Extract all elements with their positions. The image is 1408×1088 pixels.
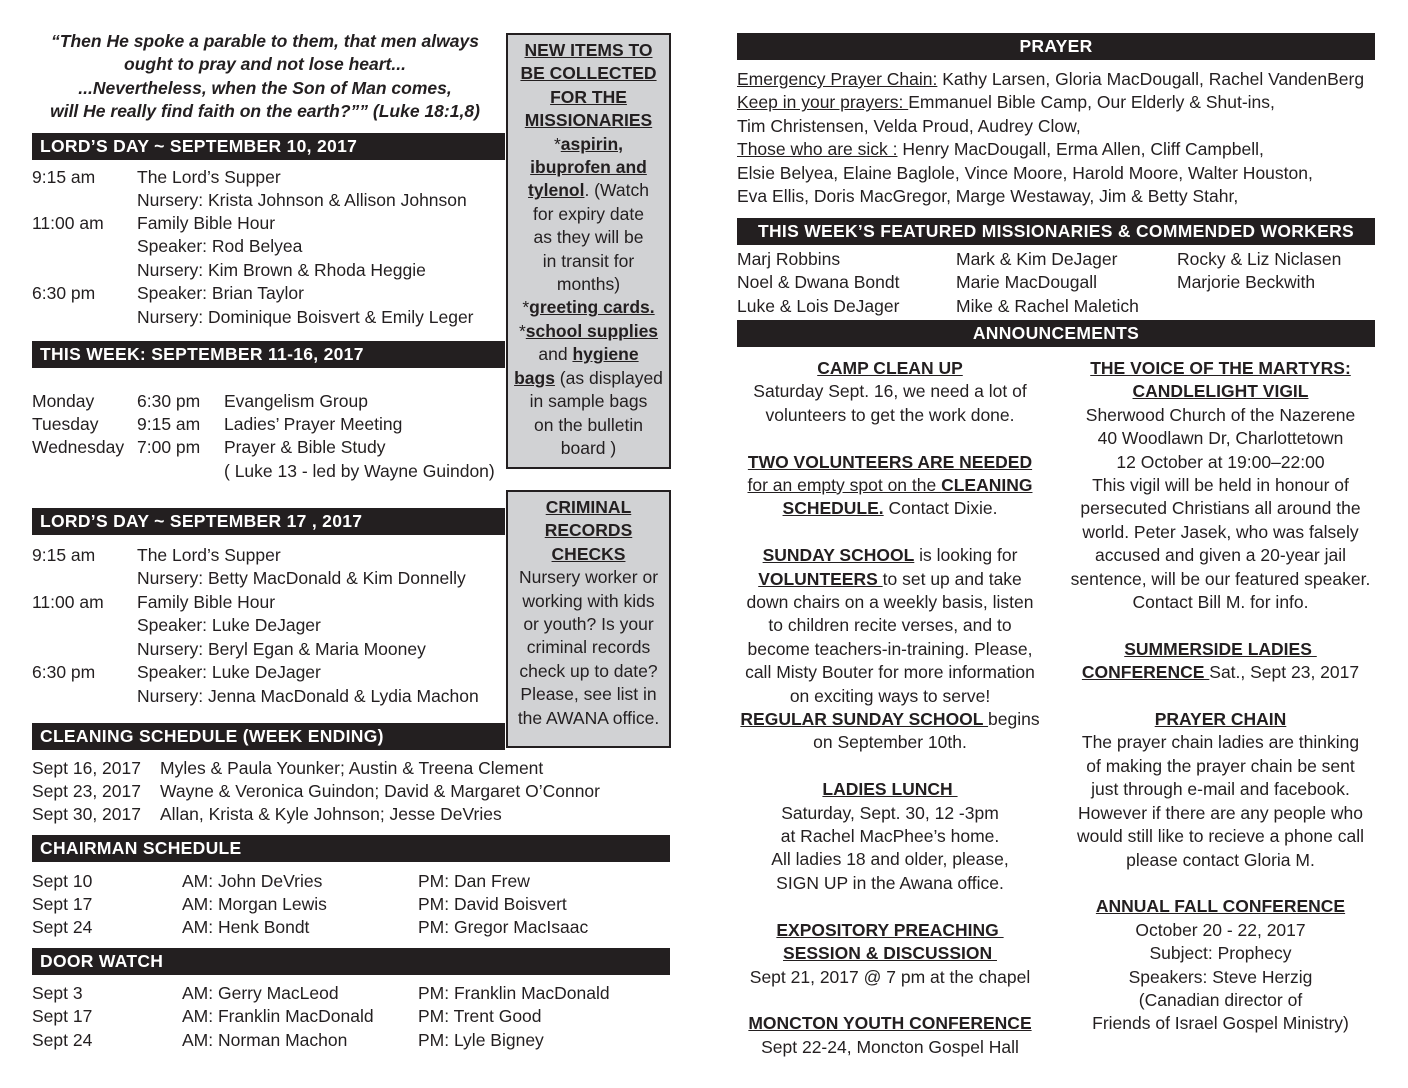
new-items-title: BE COLLECTED	[520, 63, 657, 84]
keep-names: Emmanuel Bible Camp, Our Elderly & Shut-ins,	[908, 92, 1275, 113]
sunday-school-title: SUNDAY SCHOOL	[762, 545, 915, 566]
summerside-title: CONFERENCE	[1081, 662, 1210, 683]
summerside-title: SUMMERSIDE LADIES	[1124, 638, 1317, 659]
vom-body: accused and given a 20-year jail	[1095, 545, 1346, 566]
missionary-name: Noel & Dwana Bondt	[737, 272, 900, 293]
vom-body: Contact Bill M. for info.	[1132, 592, 1309, 613]
expository-title: EXPOSITORY PREACHING	[776, 919, 1004, 940]
ladies-lunch-body: All ladies 18 and older, please,	[771, 849, 1009, 870]
sunday-school-text: VOLUNTEERS	[758, 568, 883, 589]
sunday-school-body: down chairs on a weekly basis, listen	[746, 592, 1034, 613]
sunday-school-body: become teachers-in-training. Please,	[747, 638, 1033, 659]
expository-body: Sept 21, 2017 @ 7 pm at the chapel	[749, 966, 1031, 987]
keep-label: Keep in your prayers:	[737, 92, 909, 113]
moncton-body: Sept 22-24, Moncton Gospel Hall	[761, 1036, 1019, 1057]
item-ibuprofen: ibuprofen and	[530, 157, 647, 178]
sick-names: Henry MacDougall, Erma Allen, Cliff Campbell,	[897, 139, 1264, 160]
ladies-lunch	[737, 778, 1043, 895]
bullet-star: *	[522, 297, 530, 318]
new-items-title: FOR THE	[550, 86, 627, 107]
sunday-school	[737, 544, 1043, 708]
item-note: . (Watch	[584, 180, 649, 201]
item-note: (as displayed	[554, 367, 663, 388]
missionaries-header: THIS WEEK’S FEATURED MISSIONARIES & COMMENDED WORKERS	[737, 218, 1375, 245]
ladies-lunch-body: Saturday, Sept. 30, 12 -3pm	[781, 802, 999, 823]
regular-sunday-school	[737, 708, 1043, 755]
sunday-school-body: call Misty Bouter for more information	[745, 662, 1035, 683]
announcements-col-left	[737, 357, 1043, 1059]
prayer-chain-body: However if there are any people who	[1077, 802, 1364, 823]
vom-body: 12 October at 19:00–22:00	[1116, 451, 1325, 472]
vom-title: THE VOICE OF THE MARTYRS:	[1090, 358, 1351, 378]
criminal-body: criminal records	[526, 637, 651, 658]
new-items-title: NEW ITEMS TO	[524, 40, 653, 60]
volunteers-title: TWO VOLUNTEERS ARE NEEDED	[747, 451, 1033, 472]
fall-conference-body: October 20 - 22, 2017	[1135, 919, 1306, 940]
volunteers-text: SCHEDULE.	[782, 498, 884, 519]
missionary-name: Marjorie Beckwith	[1177, 272, 1316, 293]
missionary-name: Mark & Kim DeJager	[956, 249, 1118, 269]
criminal-title: CHECKS	[551, 543, 626, 564]
prayer-chain-body: just through e-mail and facebook.	[1091, 779, 1350, 800]
item-school-supplies: school supplies	[525, 320, 659, 341]
announcements-col-right	[1066, 357, 1375, 1036]
camp-cleanup	[737, 357, 1043, 427]
prayer-chain	[1066, 708, 1375, 872]
announcements-header: ANNOUNCEMENTS	[737, 320, 1375, 347]
door-watch-header: DOOR WATCH	[32, 948, 670, 975]
volunteers-text: CLEANING	[941, 475, 1033, 496]
sunday-school-text: to set up and take	[882, 568, 1022, 589]
criminal-title: RECORDS	[544, 520, 633, 541]
item-note: in transit for	[542, 250, 635, 271]
new-items-box	[506, 33, 671, 469]
keep-names: Tim Christensen, Velda Proud, Audrey Clow,	[737, 115, 1081, 136]
ladies-lunch-body: SIGN UP in the Awana office.	[776, 872, 1004, 893]
missionary-name: Marie MacDougall	[956, 272, 1098, 293]
voice-of-martyrs	[1066, 357, 1375, 614]
criminal-body: Nursery worker or	[518, 567, 659, 588]
item-hygiene: hygiene	[572, 344, 639, 365]
lords-day-2-header: LORD’S DAY ~ SEPTEMBER 17 , 2017	[32, 508, 505, 535]
fall-conference-title: ANNUAL FALL CONFERENCE	[1095, 896, 1346, 917]
moncton-title: MONCTON YOUTH CONFERENCE	[748, 1013, 1032, 1034]
missionaries-col-3	[1177, 248, 1341, 295]
item-tylenol: tylenol	[528, 180, 585, 201]
criminal-body: the AWANA office.	[517, 707, 660, 728]
volunteers-needed	[737, 451, 1043, 521]
missionary-name: Rocky & Liz Niclasen	[1177, 249, 1342, 269]
item-note: and	[538, 344, 573, 365]
fall-conference-body: Friends of Israel Gospel Ministry)	[1092, 1013, 1349, 1034]
fall-conference-body: (Canadian director of	[1138, 989, 1303, 1010]
criminal-body: working with kids	[522, 590, 655, 611]
prayer-chain-body: would still like to recieve a phone call	[1077, 826, 1364, 847]
chairman-header: CHAIRMAN SCHEDULE	[32, 835, 670, 862]
expository-title: SESSION & DISCUSSION	[783, 943, 997, 964]
annual-fall-conference	[1066, 895, 1375, 1035]
quote-line: will He really find faith on the earth?”” (Luke 18:1,8)	[50, 101, 480, 122]
criminal-records-box	[506, 490, 671, 748]
prayer-section	[737, 68, 1364, 208]
vom-body: 40 Woodlawn Dr, Charlottetown	[1097, 428, 1344, 449]
quote-line: ought to pray and not lose heart...	[124, 54, 406, 75]
vom-title: CANDLELIGHT VIGIL	[1132, 381, 1309, 402]
emergency-label: Emergency Prayer Chain:	[737, 69, 938, 89]
criminal-body: check up to date?	[519, 660, 658, 681]
criminal-body: Please, see list in	[520, 684, 657, 705]
missionary-name: Luke & Lois DeJager	[737, 295, 900, 316]
prayer-chain-body: The prayer chain ladies are thinking	[1081, 732, 1360, 753]
criminal-title: CRIMINAL	[545, 497, 632, 517]
missionaries-col-1	[737, 248, 899, 318]
sick-label: Those who are sick :	[737, 139, 898, 160]
sunday-school-body: to children recite verses, and to	[768, 615, 1012, 636]
camp-body: Saturday Sept. 16, we need a lot of	[753, 381, 1027, 402]
criminal-body: or youth? Is your	[523, 614, 654, 635]
item-note: board )	[560, 437, 617, 458]
vom-body: persecuted Christians all around the	[1080, 498, 1361, 519]
cleaning-header: CLEANING SCHEDULE (WEEK ENDING)	[32, 723, 505, 750]
new-items-title: MISSIONARIES	[524, 110, 653, 131]
opening-quote	[32, 30, 498, 124]
fall-conference-body: Subject: Prophecy	[1149, 943, 1292, 964]
sick-names: Eva Ellis, Doris MacGregor, Marge Westaway, Jim & Betty Stahr,	[737, 186, 1239, 207]
bullet-star: *	[553, 133, 561, 154]
volunteers-text: for an empty spot on the	[747, 475, 942, 496]
prayer-chain-title: PRAYER CHAIN	[1154, 709, 1287, 730]
missionaries-col-2	[956, 248, 1139, 318]
item-aspirin: aspirin,	[560, 133, 624, 154]
moncton-youth	[737, 1012, 1043, 1059]
emergency-names: Kathy Larsen, Gloria MacDougall, Rachel VandenBerg	[937, 69, 1365, 89]
quote-line: ...Nevertheless, when the Son of Man comes,	[78, 77, 452, 98]
regular-ss-title: REGULAR SUNDAY SCHOOL	[740, 709, 989, 730]
vom-body: sentence, will be our featured speaker.	[1070, 568, 1371, 589]
bullet-star: *	[518, 320, 526, 341]
lords-day-1-header: LORD’S DAY ~ SEPTEMBER 10, 2017	[32, 133, 505, 160]
summerside-ladies	[1066, 638, 1375, 685]
camp-title: CAMP CLEAN UP	[817, 358, 963, 378]
camp-body: volunteers to get the work done.	[765, 404, 1015, 425]
missionary-name: Mike & Rachel Maletich	[956, 295, 1139, 316]
prayer-header: PRAYER	[737, 33, 1375, 60]
vom-body: Sherwood Church of the Nazerene	[1085, 404, 1356, 425]
vom-body: world. Peter Jasek, who was falsely	[1082, 521, 1359, 542]
vom-body: This vigil will be held in honour of	[1092, 475, 1349, 496]
item-greeting-cards: greeting cards.	[529, 297, 655, 318]
quote-line: “Then He spoke a parable to them, that men always	[51, 31, 479, 51]
missionary-name: Marj Robbins	[737, 249, 841, 269]
regular-ss-text: on September 10th.	[813, 732, 967, 753]
item-bags: bags	[514, 367, 555, 388]
sick-names: Elsie Belyea, Elaine Baglole, Vince Moore, Harold Moore, Walter Houston,	[737, 162, 1313, 183]
item-note: as they will be	[533, 227, 644, 248]
prayer-chain-body: of making the prayer chain be sent	[1086, 755, 1355, 776]
regular-ss-text: begins	[988, 709, 1040, 730]
item-note: months)	[556, 274, 621, 295]
ladies-lunch-title: LADIES LUNCH	[822, 779, 958, 800]
fall-conference-body: Speakers: Steve Herzig	[1128, 966, 1313, 987]
ladies-lunch-body: at Rachel MacPhee’s home.	[780, 826, 1000, 847]
item-note: on the bulletin	[534, 414, 643, 435]
this-week-header: THIS WEEK: SEPTEMBER 11-16, 2017	[32, 341, 505, 368]
volunteers-text: Contact Dixie.	[883, 498, 998, 519]
sunday-school-text: is looking for	[914, 545, 1018, 566]
sunday-school-body: on exciting ways to serve!	[789, 685, 991, 706]
prayer-chain-body: please contact Gloria M.	[1126, 849, 1315, 870]
summerside-date: Sat., Sept 23, 2017	[1209, 662, 1360, 683]
item-note: for expiry date	[533, 203, 644, 224]
item-note: in sample bags	[529, 391, 648, 412]
expository-preaching	[737, 919, 1043, 989]
